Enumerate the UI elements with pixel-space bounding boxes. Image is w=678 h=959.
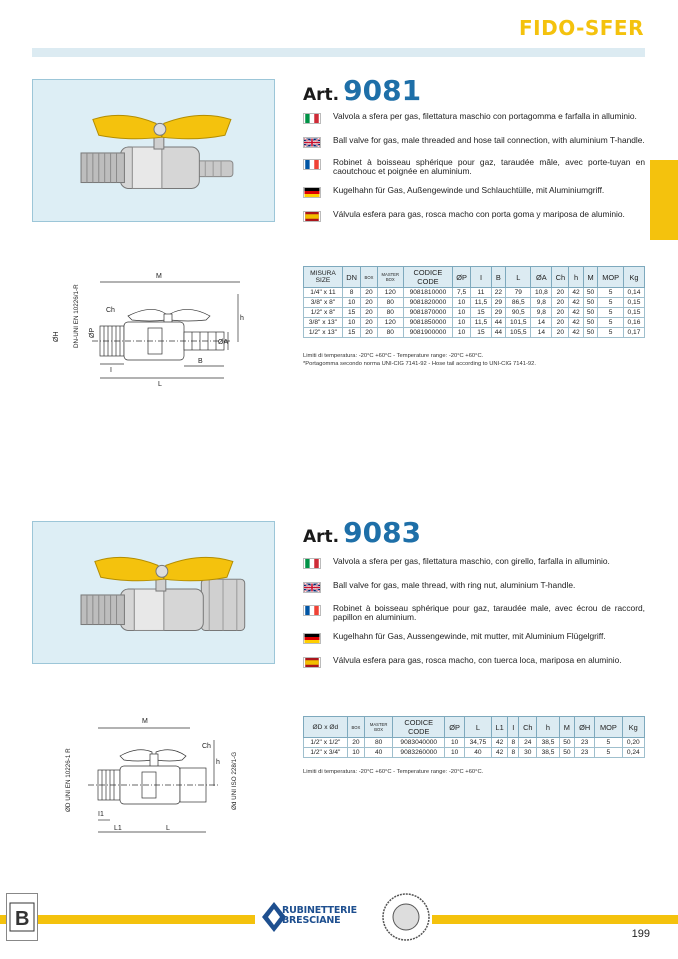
dim-label-M: M bbox=[142, 718, 148, 725]
table-cell: 42 bbox=[569, 328, 583, 338]
table-cell: 10 bbox=[342, 298, 360, 308]
dim-label-DN: DN-UNI EN 10226/1-R bbox=[73, 284, 80, 348]
svg-text:B: B bbox=[15, 908, 30, 930]
header-op: ØP bbox=[452, 267, 470, 288]
header-l1: L1 bbox=[491, 717, 508, 738]
table-cell: 120 bbox=[377, 288, 403, 298]
france-flag-icon bbox=[303, 159, 321, 170]
article-title-9081 bbox=[303, 74, 421, 107]
table-cell: 40 bbox=[464, 748, 491, 758]
table-cell: 42 bbox=[569, 308, 583, 318]
table-cell: 20 bbox=[361, 318, 377, 328]
notes-9081 bbox=[303, 352, 536, 368]
table-cell: 24 bbox=[519, 738, 537, 748]
description-fr bbox=[303, 158, 645, 176]
table-cell: 14 bbox=[531, 328, 552, 338]
footer-band-right bbox=[432, 915, 678, 924]
table-cell: 8 bbox=[342, 288, 360, 298]
header-l: L bbox=[464, 717, 491, 738]
description-text: Válvula esfera para gas, rosca macho, con tuerca loca, mariposa en aluminio. bbox=[333, 655, 622, 665]
table-cell: 38,5 bbox=[537, 748, 559, 758]
spec-table-9081 bbox=[303, 266, 645, 338]
ball-valve-ring-nut-illustration bbox=[33, 522, 274, 663]
table-cell: 1/2" x 8" bbox=[304, 308, 343, 318]
product-photo-9083 bbox=[32, 521, 275, 664]
table-cell: 30 bbox=[519, 748, 537, 758]
table-cell: 42 bbox=[569, 318, 583, 328]
header-m: M bbox=[583, 267, 597, 288]
note-line: Limiti di temperatura: -20°C +60°C - Temperature range: -20°C +60°C. bbox=[303, 353, 484, 359]
spain-flag-icon bbox=[303, 657, 321, 668]
italy-flag-icon bbox=[303, 558, 321, 569]
table-cell: 120 bbox=[377, 318, 403, 328]
table-cell: 1/2" x 3/4" bbox=[304, 748, 348, 758]
dim-label-h: h bbox=[240, 315, 244, 322]
table-cell: 42 bbox=[569, 298, 583, 308]
header-master-box: MASTER BOX bbox=[377, 267, 403, 288]
table-cell: 1/2" x 13" bbox=[304, 328, 343, 338]
table-cell: 42 bbox=[491, 748, 508, 758]
table-cell: 8 bbox=[508, 738, 519, 748]
description-de bbox=[303, 186, 645, 198]
header-ch: Ch bbox=[519, 717, 537, 738]
table-cell: 80 bbox=[377, 298, 403, 308]
table-cell: 15 bbox=[342, 328, 360, 338]
table-cell: 22 bbox=[491, 288, 505, 298]
spain-flag-icon bbox=[303, 211, 321, 222]
header-d: ØD x Ød bbox=[304, 717, 348, 738]
dim-label-B: B bbox=[198, 358, 203, 365]
germany-flag-icon bbox=[303, 187, 321, 198]
header-kg: Kg bbox=[623, 267, 644, 288]
header-size: MISURA SIZE bbox=[304, 267, 343, 288]
table-cell: 10 bbox=[445, 748, 465, 758]
france-flag-icon bbox=[303, 605, 321, 616]
section-tab bbox=[650, 160, 678, 240]
brand-title: FIDO-SFER bbox=[518, 16, 644, 40]
table-cell: 9081870000 bbox=[403, 308, 452, 318]
table-cell: 11 bbox=[471, 288, 491, 298]
table-row bbox=[304, 318, 645, 328]
table-cell: 5 bbox=[598, 288, 624, 298]
table-cell: 5 bbox=[598, 298, 624, 308]
table-cell: 23 bbox=[575, 748, 595, 758]
table-cell: 42 bbox=[491, 738, 508, 748]
header-m: M bbox=[559, 717, 574, 738]
header-i: I bbox=[508, 717, 519, 738]
dim-label-OD: ØD UNI EN 10226-1 R bbox=[65, 748, 72, 812]
table-cell: 0,14 bbox=[623, 288, 644, 298]
article-label: Art. bbox=[303, 85, 340, 105]
table-cell: 34,75 bbox=[464, 738, 491, 748]
table-cell: 9081820000 bbox=[403, 298, 452, 308]
header-oh: ØH bbox=[575, 717, 595, 738]
notes-9083 bbox=[303, 768, 483, 776]
description-it bbox=[303, 112, 645, 124]
table-cell: 9,8 bbox=[531, 298, 552, 308]
header-op: ØP bbox=[445, 717, 465, 738]
description-text: Kugelhahn für Gas, Aussengewinde, mit mutter, mit Aluminium Flügelgriff. bbox=[333, 631, 606, 641]
note-line: *Portagomma secondo norma UNI-CIG 7141-92 - Hose tail according to UNI-CIG 7141-92. bbox=[303, 361, 536, 367]
italy-flag-icon bbox=[303, 113, 321, 124]
description-es bbox=[303, 210, 645, 222]
table-cell: 20 bbox=[361, 288, 377, 298]
table-cell: 20 bbox=[361, 298, 377, 308]
table-cell: 3/8" x 13" bbox=[304, 318, 343, 328]
dim-label-I: I bbox=[110, 367, 112, 374]
table-cell: 9,8 bbox=[531, 308, 552, 318]
table-cell: 50 bbox=[583, 318, 597, 328]
header-ch: Ch bbox=[552, 267, 569, 288]
dim-label-OH: ØH bbox=[53, 331, 60, 342]
table-cell: 11,5 bbox=[471, 318, 491, 328]
ball-valve-hose-tail-illustration bbox=[33, 80, 274, 221]
footer-band-left bbox=[0, 915, 255, 924]
technical-drawing-9081 bbox=[52, 262, 274, 390]
description-text: Robinet à boisseau sphérique pour gaz, taraudée mâle, avec porte-tuyan en caoutchouc et poignée en aluminium. bbox=[333, 157, 645, 176]
description-text: Valvola a sfera per gas, filettatura maschio con portagomma e farfalla in alluminio. bbox=[333, 111, 637, 121]
table-row bbox=[304, 748, 645, 758]
table-cell: 9081850000 bbox=[403, 318, 452, 328]
technical-drawing-9083 bbox=[58, 712, 258, 842]
table-header-row bbox=[304, 267, 645, 288]
description-text: Valvola a sfera per gas, filettatura maschio, con girello, farfalla in alluminio. bbox=[333, 556, 610, 566]
description-it bbox=[303, 557, 645, 569]
table-cell: 10 bbox=[452, 318, 470, 328]
dim-label-L1: L1 bbox=[114, 825, 122, 832]
table-cell: 5 bbox=[598, 308, 624, 318]
table-cell: 9083040000 bbox=[393, 738, 445, 748]
table-cell: 50 bbox=[559, 748, 574, 758]
spec-table-9083 bbox=[303, 716, 645, 758]
article-number: 9081 bbox=[343, 74, 422, 107]
table-cell: 10 bbox=[445, 738, 465, 748]
table-cell: 23 bbox=[575, 738, 595, 748]
table-cell: 80 bbox=[377, 308, 403, 318]
article-label: Art. bbox=[303, 527, 340, 547]
table-cell: 0,16 bbox=[623, 318, 644, 328]
header-mop: MOP bbox=[595, 717, 622, 738]
dim-label-Ch: Ch bbox=[202, 743, 211, 750]
header-code: CODICE CODE bbox=[403, 267, 452, 288]
product-photo-9081 bbox=[32, 79, 275, 222]
header-l: L bbox=[506, 267, 531, 288]
table-cell: 15 bbox=[342, 308, 360, 318]
table-cell: 10 bbox=[347, 748, 364, 758]
company-name: RUBINETTERIE BRESCIANE bbox=[282, 905, 357, 926]
table-cell: 50 bbox=[583, 298, 597, 308]
header-h: h bbox=[569, 267, 583, 288]
description-text: Ball valve for gas, male threaded and hose tail connection, with aluminium T-handle. bbox=[333, 135, 645, 145]
dim-label-Ch: Ch bbox=[106, 307, 115, 314]
article-title-9083 bbox=[303, 516, 421, 549]
table-cell: 10 bbox=[452, 308, 470, 318]
table-cell: 5 bbox=[595, 738, 622, 748]
description-text: Robinet à boisseau sphérique pour gaz, taraudée male, avec écrou de raccord, papillon en aluminium. bbox=[333, 603, 645, 622]
dim-label-I1: I1 bbox=[98, 811, 104, 818]
header-oa: ØA bbox=[531, 267, 552, 288]
table-cell: 5 bbox=[595, 748, 622, 758]
description-text: Kugelhahn für Gas, Außengewinde und Schlauchtülle, mit Aluminiumgriff. bbox=[333, 185, 605, 195]
table-cell: 20 bbox=[552, 308, 569, 318]
dim-label-L: L bbox=[166, 825, 170, 832]
table-row bbox=[304, 288, 645, 298]
table-cell: 0,20 bbox=[622, 738, 644, 748]
table-cell: 15 bbox=[471, 328, 491, 338]
header-band bbox=[32, 48, 645, 57]
dim-label-OA: ØA bbox=[218, 339, 229, 346]
header-master-box: MASTER BOX bbox=[365, 717, 393, 738]
table-cell: 14 bbox=[531, 318, 552, 328]
table-cell: 0,17 bbox=[623, 328, 644, 338]
table-header-row bbox=[304, 717, 645, 738]
table-cell: 20 bbox=[361, 308, 377, 318]
table-cell: 9081810000 bbox=[403, 288, 452, 298]
description-en bbox=[303, 581, 645, 593]
table-cell: 15 bbox=[471, 308, 491, 318]
description-es bbox=[303, 656, 645, 668]
table-cell: 0,24 bbox=[622, 748, 644, 758]
table-cell: 8 bbox=[508, 748, 519, 758]
header-i: I bbox=[471, 267, 491, 288]
table-cell: 5 bbox=[598, 328, 624, 338]
table-cell: 101,5 bbox=[506, 318, 531, 328]
table-row bbox=[304, 738, 645, 748]
header-h: h bbox=[537, 717, 559, 738]
description-fr bbox=[303, 604, 645, 622]
table-cell: 9083260000 bbox=[393, 748, 445, 758]
table-cell: 44 bbox=[491, 318, 505, 328]
table-cell: 79 bbox=[506, 288, 531, 298]
table-cell: 1/2" x 1/2" bbox=[304, 738, 348, 748]
table-cell: 20 bbox=[347, 738, 364, 748]
table-cell: 44 bbox=[491, 328, 505, 338]
table-cell: 11,5 bbox=[471, 298, 491, 308]
article-number: 9083 bbox=[343, 516, 422, 549]
header-b: B bbox=[491, 267, 505, 288]
table-cell: 50 bbox=[583, 288, 597, 298]
table-cell: 10 bbox=[342, 318, 360, 328]
description-text: Válvula esfera para gas, rosca macho con porta goma y mariposa de aluminio. bbox=[333, 209, 625, 219]
dim-label-OP: ØP bbox=[89, 327, 96, 338]
table-cell: 9081900000 bbox=[403, 328, 452, 338]
description-de bbox=[303, 632, 645, 644]
table-cell: 50 bbox=[559, 738, 574, 748]
description-en bbox=[303, 136, 645, 148]
table-cell: 20 bbox=[552, 288, 569, 298]
table-cell: 38,5 bbox=[537, 738, 559, 748]
uk-flag-icon bbox=[303, 137, 321, 148]
table-cell: 50 bbox=[583, 308, 597, 318]
table-cell: 3/8" x 8" bbox=[304, 298, 343, 308]
table-cell: 10 bbox=[452, 298, 470, 308]
uk-flag-icon bbox=[303, 582, 321, 593]
table-cell: 1/4" x 11 bbox=[304, 288, 343, 298]
table-cell: 10 bbox=[452, 328, 470, 338]
table-cell: 10,8 bbox=[531, 288, 552, 298]
table-cell: 0,15 bbox=[623, 298, 644, 308]
header-dn: DN bbox=[342, 267, 360, 288]
table-cell: 20 bbox=[552, 318, 569, 328]
table-cell: 20 bbox=[361, 328, 377, 338]
table-cell: 42 bbox=[569, 288, 583, 298]
header-box: BOX bbox=[361, 267, 377, 288]
table-cell: 20 bbox=[552, 298, 569, 308]
table-cell: 20 bbox=[552, 328, 569, 338]
table-row bbox=[304, 298, 645, 308]
header-mop: MOP bbox=[598, 267, 624, 288]
table-cell: 80 bbox=[377, 328, 403, 338]
table-cell: 29 bbox=[491, 308, 505, 318]
dim-label-h: h bbox=[216, 759, 220, 766]
germany-flag-icon bbox=[303, 633, 321, 644]
description-text: Ball valve for gas, male thread, with ring nut, aluminium T-handle. bbox=[333, 580, 576, 590]
table-cell: 5 bbox=[598, 318, 624, 328]
table-cell: 40 bbox=[365, 748, 393, 758]
table-cell: 50 bbox=[583, 328, 597, 338]
table-cell: 29 bbox=[491, 298, 505, 308]
dim-label-Od: Ød UNI ISO 228/1-G bbox=[231, 751, 238, 810]
table-cell: 105,5 bbox=[506, 328, 531, 338]
table-cell: 86,5 bbox=[506, 298, 531, 308]
header-kg: Kg bbox=[622, 717, 644, 738]
certification-seal-icon bbox=[381, 892, 431, 942]
table-cell: 90,5 bbox=[506, 308, 531, 318]
header-box: BOX bbox=[347, 717, 364, 738]
table-row bbox=[304, 328, 645, 338]
table-row bbox=[304, 308, 645, 318]
table-cell: 80 bbox=[365, 738, 393, 748]
dim-label-L: L bbox=[158, 381, 162, 388]
dim-label-M: M bbox=[156, 273, 162, 280]
group-logo bbox=[6, 893, 38, 941]
header-code: CODICE CODE bbox=[393, 717, 445, 738]
page-number: 199 bbox=[631, 928, 650, 940]
table-cell: 7,5 bbox=[452, 288, 470, 298]
note-line: Limiti di temperatura: -20°C +60°C - Temperature range: -20°C +60°C. bbox=[303, 769, 484, 775]
table-cell: 0,15 bbox=[623, 308, 644, 318]
